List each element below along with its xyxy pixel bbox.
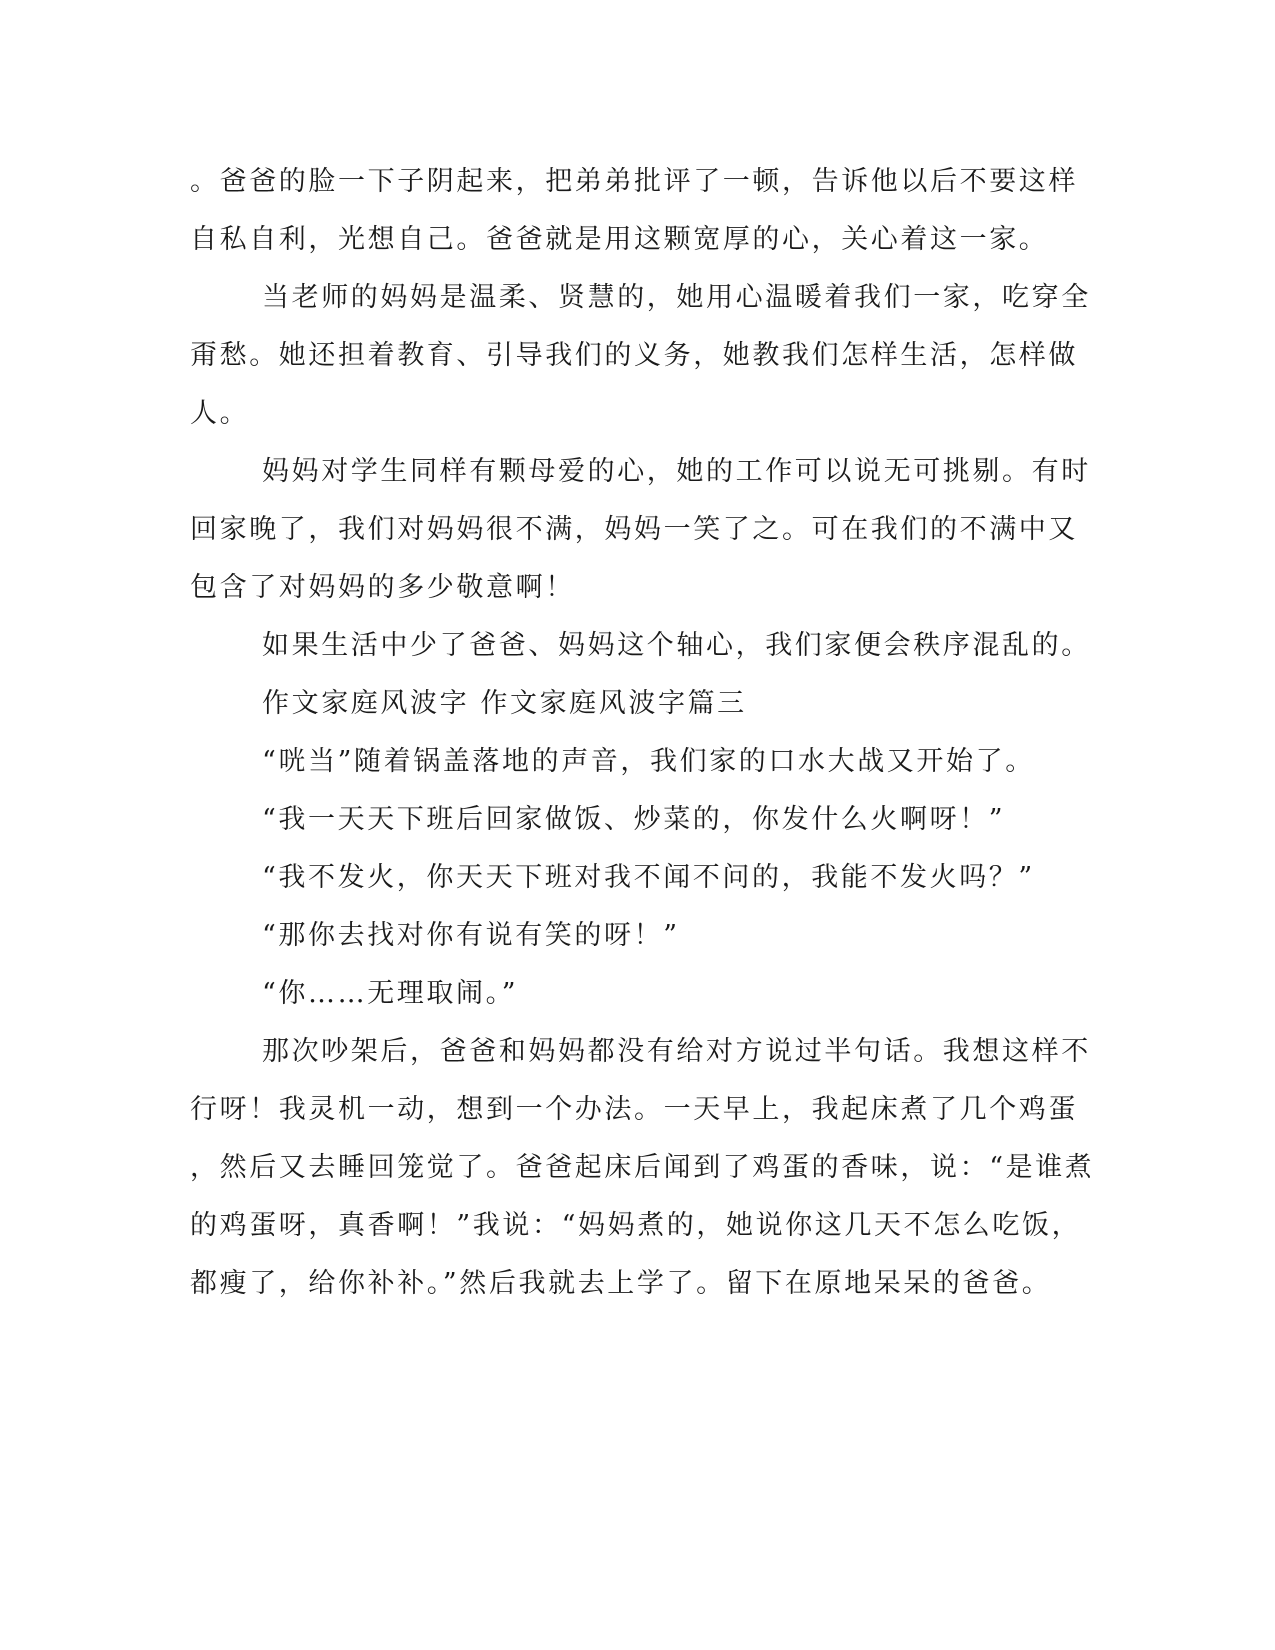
dialogue-line: “你……无理取闹。” bbox=[262, 978, 519, 1009]
text-line: 都瘦了，给你补补。”然后我就去上学了。留下在原地呆呆的爸爸。 bbox=[190, 1268, 1052, 1299]
text-line: 。爸爸的脸一下子阴起来，把弟弟批评了一顿，告诉他以后不要这样 bbox=[190, 166, 1078, 197]
text-line: 自私自利，光想自己。爸爸就是用这颗宽厚的心，关心着这一家。 bbox=[190, 224, 1049, 255]
paragraph-start-line: 如果生活中少了爸爸、妈妈这个轴心，我们家便会秩序混乱的。 bbox=[262, 630, 1091, 661]
paragraph-start-line: “咣当”随着锅盖落地的声音，我们家的口水大战又开始了。 bbox=[262, 746, 1035, 777]
text-line: ，然后又去睡回笼觉了。爸爸起床后闻到了鸡蛋的香味，说：“是谁煮 bbox=[190, 1152, 1095, 1183]
text-line: 包含了对妈妈的多少敬意啊！ bbox=[190, 572, 575, 603]
dialogue-line: “我不发火，你天天下班对我不闻不问的，我能不发火吗？” bbox=[262, 862, 1035, 893]
section-heading: 作文家庭风波字 作文家庭风波字篇三 bbox=[262, 688, 747, 719]
text-line: 的鸡蛋呀，真香啊！”我说：“妈妈煮的，她说你这几天不怎么吃饭， bbox=[190, 1210, 1082, 1241]
text-line: 甭愁。她还担着教育、引导我们的义务，她教我们怎样生活，怎样做 bbox=[190, 340, 1078, 371]
dialogue-line: “我一天天下班后回家做饭、炒菜的，你发什么火啊呀！” bbox=[262, 804, 1006, 835]
text-line: 行呀！我灵机一动，想到一个办法。一天早上，我起床煮了几个鸡蛋 bbox=[190, 1094, 1078, 1125]
paragraph-start-line: 当老师的妈妈是温柔、贤慧的，她用心温暖着我们一家，吃穿全 bbox=[262, 282, 1091, 313]
text-line: 回家晚了，我们对妈妈很不满，妈妈一笑了之。可在我们的不满中又 bbox=[190, 514, 1078, 545]
text-line: 人。 bbox=[190, 398, 250, 429]
paragraph-start-line: 那次吵架后，爸爸和妈妈都没有给对方说过半句话。我想这样不 bbox=[262, 1036, 1091, 1067]
paragraph-start-line: 妈妈对学生同样有颗母爱的心，她的工作可以说无可挑剔。有时 bbox=[262, 456, 1091, 487]
dialogue-line: “那你去找对你有说有笑的呀！” bbox=[262, 920, 680, 951]
